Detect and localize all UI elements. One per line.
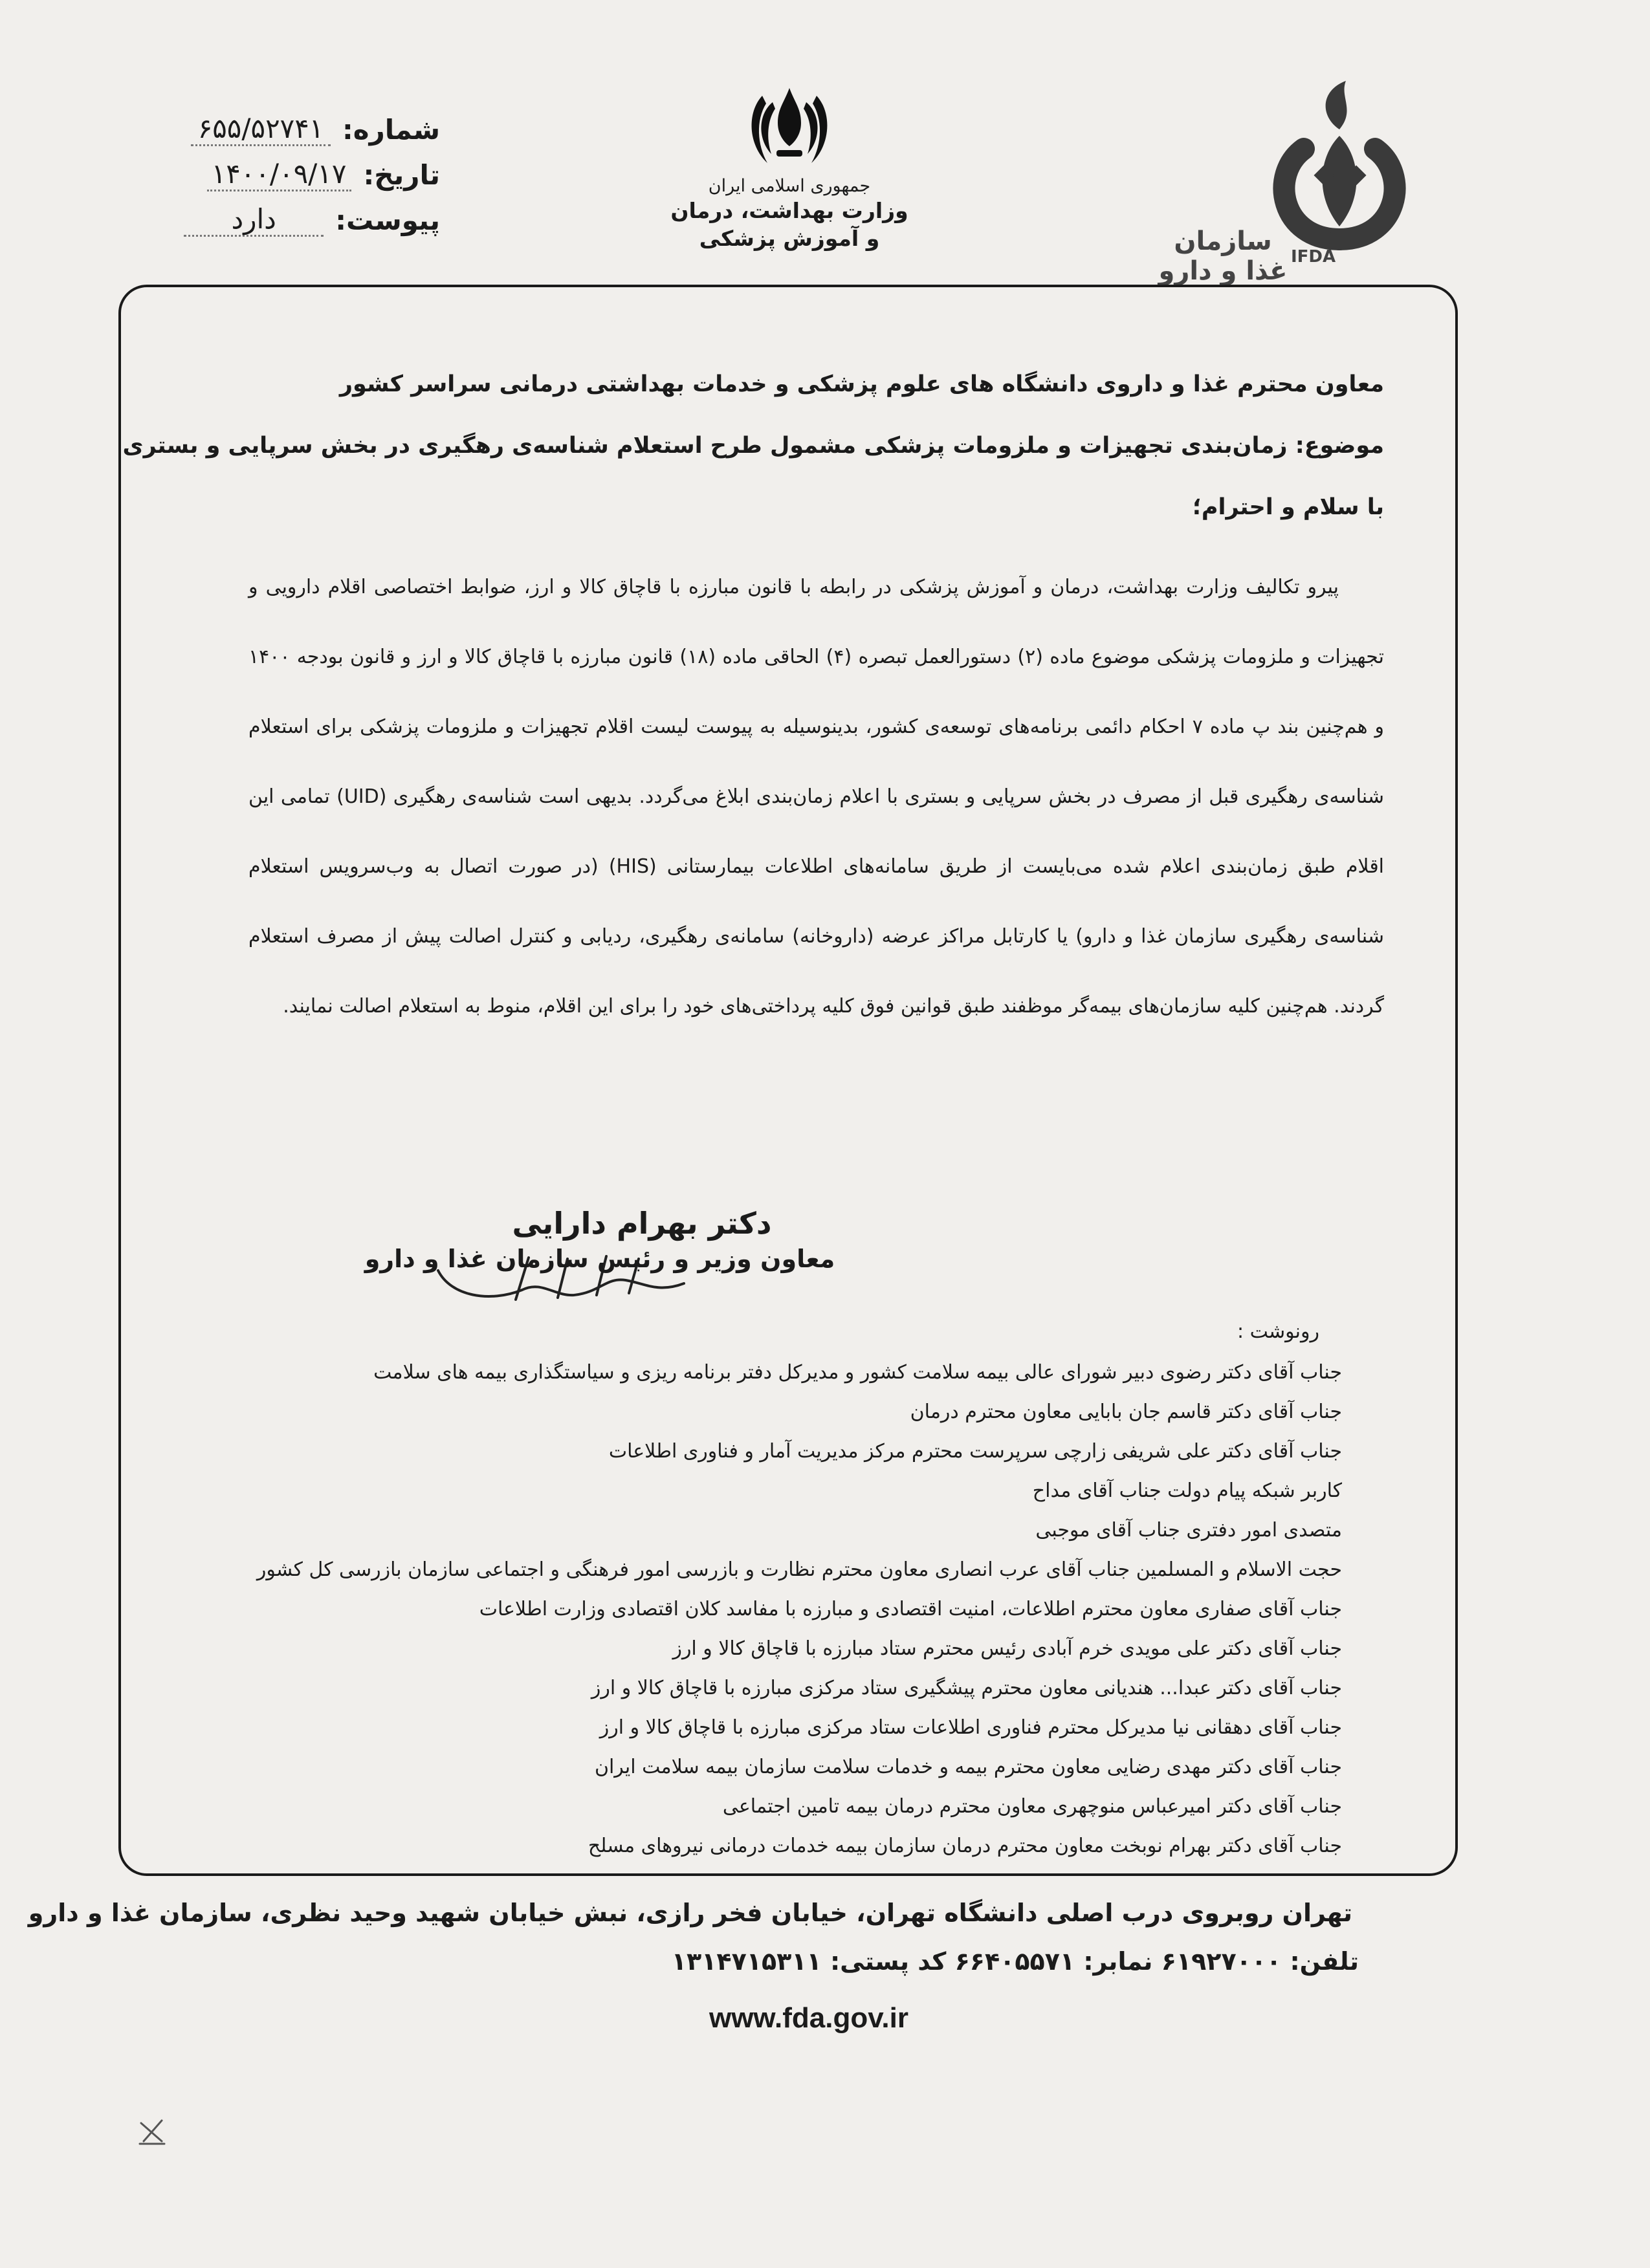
attachment-value: دارد <box>184 203 324 237</box>
iran-emblem-icon <box>744 83 835 173</box>
signer-name: دکتر بهرام دارایی <box>512 1206 772 1241</box>
addressee: معاون محترم غذا و داروی دانشگاه های علوم پزشکی و خدمات بهداشتی درمانی سراسر کشور <box>339 371 1384 397</box>
ministry-line-2: و آموزش پزشکی <box>699 225 880 251</box>
number-label: شماره: <box>342 113 440 146</box>
list-item: متصدی امور دفتری جناب آقای موجبی <box>1035 1519 1342 1542</box>
list-item: حجت الاسلام و المسلمین جناب آقای عرب انصاری معاون محترم نظارت و بازرسی امور فرهنگی و اجتماعی سازمان بازرسی کل کشور <box>256 1558 1342 1581</box>
ifda-abbreviation: IFDA <box>1291 247 1336 267</box>
cc-list <box>164 1353 1342 1866</box>
number-row <box>197 107 440 152</box>
attachment-label: پیوست: <box>335 204 440 236</box>
list-item: جناب آقای دکتر امیرعباس منوچهری معاون محترم درمان بیمه تامین اجتماعی <box>722 1795 1342 1818</box>
number-value: ۶۵۵/۵۲۷۴۱ <box>191 113 331 146</box>
cc-label: رونوشت : <box>1237 1320 1319 1343</box>
date-value: ۱۴۰۰/۰۹/۱۷ <box>207 158 351 191</box>
attachment-row <box>207 197 440 243</box>
list-item: جناب آقای دکتر رضوی دبیر شورای عالی بیمه سلامت کشور و مدیرکل دفتر برنامه ریزی و سیاستگذاری بیمه های سلامت <box>373 1361 1342 1384</box>
list-item: جناب آقای صفاری معاون محترم اطلاعات، امنیت اقتصادی و مبارزه با مفاسد کلان اقتصادی وزارت اطلاعات <box>479 1598 1342 1620</box>
ifda-caption: سازمان غذا و دارو <box>1158 226 1288 286</box>
country-name: جمهوری اسلامی ایران <box>708 176 871 196</box>
list-item: جناب آقای دکتر مهدی رضایی معاون محترم بیمه و خدمات سلامت سازمان بیمه سلامت ایران <box>594 1756 1342 1778</box>
letter-frame <box>118 285 1458 1876</box>
footer-website: www.fda.gov.ir <box>709 2002 909 2034</box>
letter-metadata <box>197 107 440 243</box>
signer-title: معاون وزیر و رئیس سازمان غذا و دارو <box>364 1245 835 1273</box>
list-item: جناب آقای دکتر علی شریفی زارچی سرپرست محترم مرکز مدیریت آمار و فناوری اطلاعات <box>608 1440 1342 1463</box>
date-label: تاریخ: <box>363 158 440 191</box>
corner-mark-icon <box>136 2115 168 2148</box>
list-item: جناب آقای دکتر قاسم جان بابایی معاون محترم درمان <box>910 1401 1342 1423</box>
list-item: جناب آقای دکتر بهرام نوبخت معاون محترم درمان سازمان بیمه خدمات درمانی نیروهای مسلح <box>588 1835 1342 1857</box>
list-item: جناب آقای دکتر علی مویدی خرم آبادی رئیس محترم ستاد مبارزه با قاچاق کالا و ارز <box>672 1637 1342 1660</box>
subject-line: موضوع: زمان‌بندی تجهیزات و ملزومات پزشکی مشمول طرح استعلام شناسه‌ی رهگیری در بخش سرپایی و بستری <box>122 433 1384 459</box>
footer-contact: تلفن: ۶۱۹۲۷۰۰۰ نمابر: ۶۶۴۰۵۵۷۱ کد پستی: ۱۳۱۴۷۱۵۳۱۱ <box>671 1947 1359 1976</box>
list-item: کاربر شبکه پیام دولت جناب آقای مداح <box>1032 1479 1342 1502</box>
ministry-line-1: وزارت بهداشت، درمان <box>670 198 908 224</box>
list-item: جناب آقای دکتر عبدا... هندیانی معاون محترم پیشگیری ستاد مرکزی مبارزه با قاچاق کالا و ارز <box>591 1677 1342 1699</box>
ministry-name <box>666 175 912 253</box>
list-item: جناب آقای دهقانی نیا مدیرکل محترم فناوری اطلاعات ستاد مرکزی مبارزه با قاچاق کالا و ارز <box>599 1716 1342 1739</box>
letter-body: پیرو تکالیف وزارت بهداشت، درمان و آموزش پزشکی در رابطه با قانون مبارزه با قاچاق کالا و ارز، ضوابط اختصاصی اقلام دارویی و تجهیزات و ملزومات پزشکی موضوع ماده (۲) دستورالعمل تبصره (۴) الحاقی ماده (۱۸) قانون مبارزه با قاچاق کالا و ارز و قانون بودجه ۱۴۰۰ و هم‌چنین بند پ ماده ۷ احکام دائمی برنامه‌های توسعه‌ی کشور، بدینوسیله به پیوست لیست اقلام تجهیزات و ملزومات پزشکی برای استعلام شناسه‌ی رهگیری قبل از مصرف در بخش سرپایی و بستری با اعلام زمان‌بندی ابلاغ می‌گردد. بدیهی است شناسه‌ی رهگیری (UID) تمامی این اقلام طبق زمان‌بندی اعلام شده می‌بایست از طریق سامانه‌های اطلاعات بیمارستانی (HIS) (در صورت اتصال به وب‌سرویس استعلام شناسه‌ی رهگیری سازمان غذا و دارو) یا کارتابل مراکز عرضه (داروخانه) سامانه‌ی رهگیری، ردیابی و کنترل اصالت پیش از مصرف استعلام گردند. هم‌چنین کلیه سازمان‌های بیمه‌گر موظفند طبق قوانین فوق کلیه پرداختی‌های خود را برای این اقلام، منوط به استعلام اصالت نمایند. <box>248 576 1385 1018</box>
greeting: با سلام و احترام؛ <box>1192 494 1384 520</box>
footer-address: تهران روبروی درب اصلی دانشگاه تهران، خیابان فخر رازی، نبش خیابان شهید وحید نظری، سازمان غذا و دارو <box>28 1899 1352 1927</box>
date-row <box>207 152 440 197</box>
